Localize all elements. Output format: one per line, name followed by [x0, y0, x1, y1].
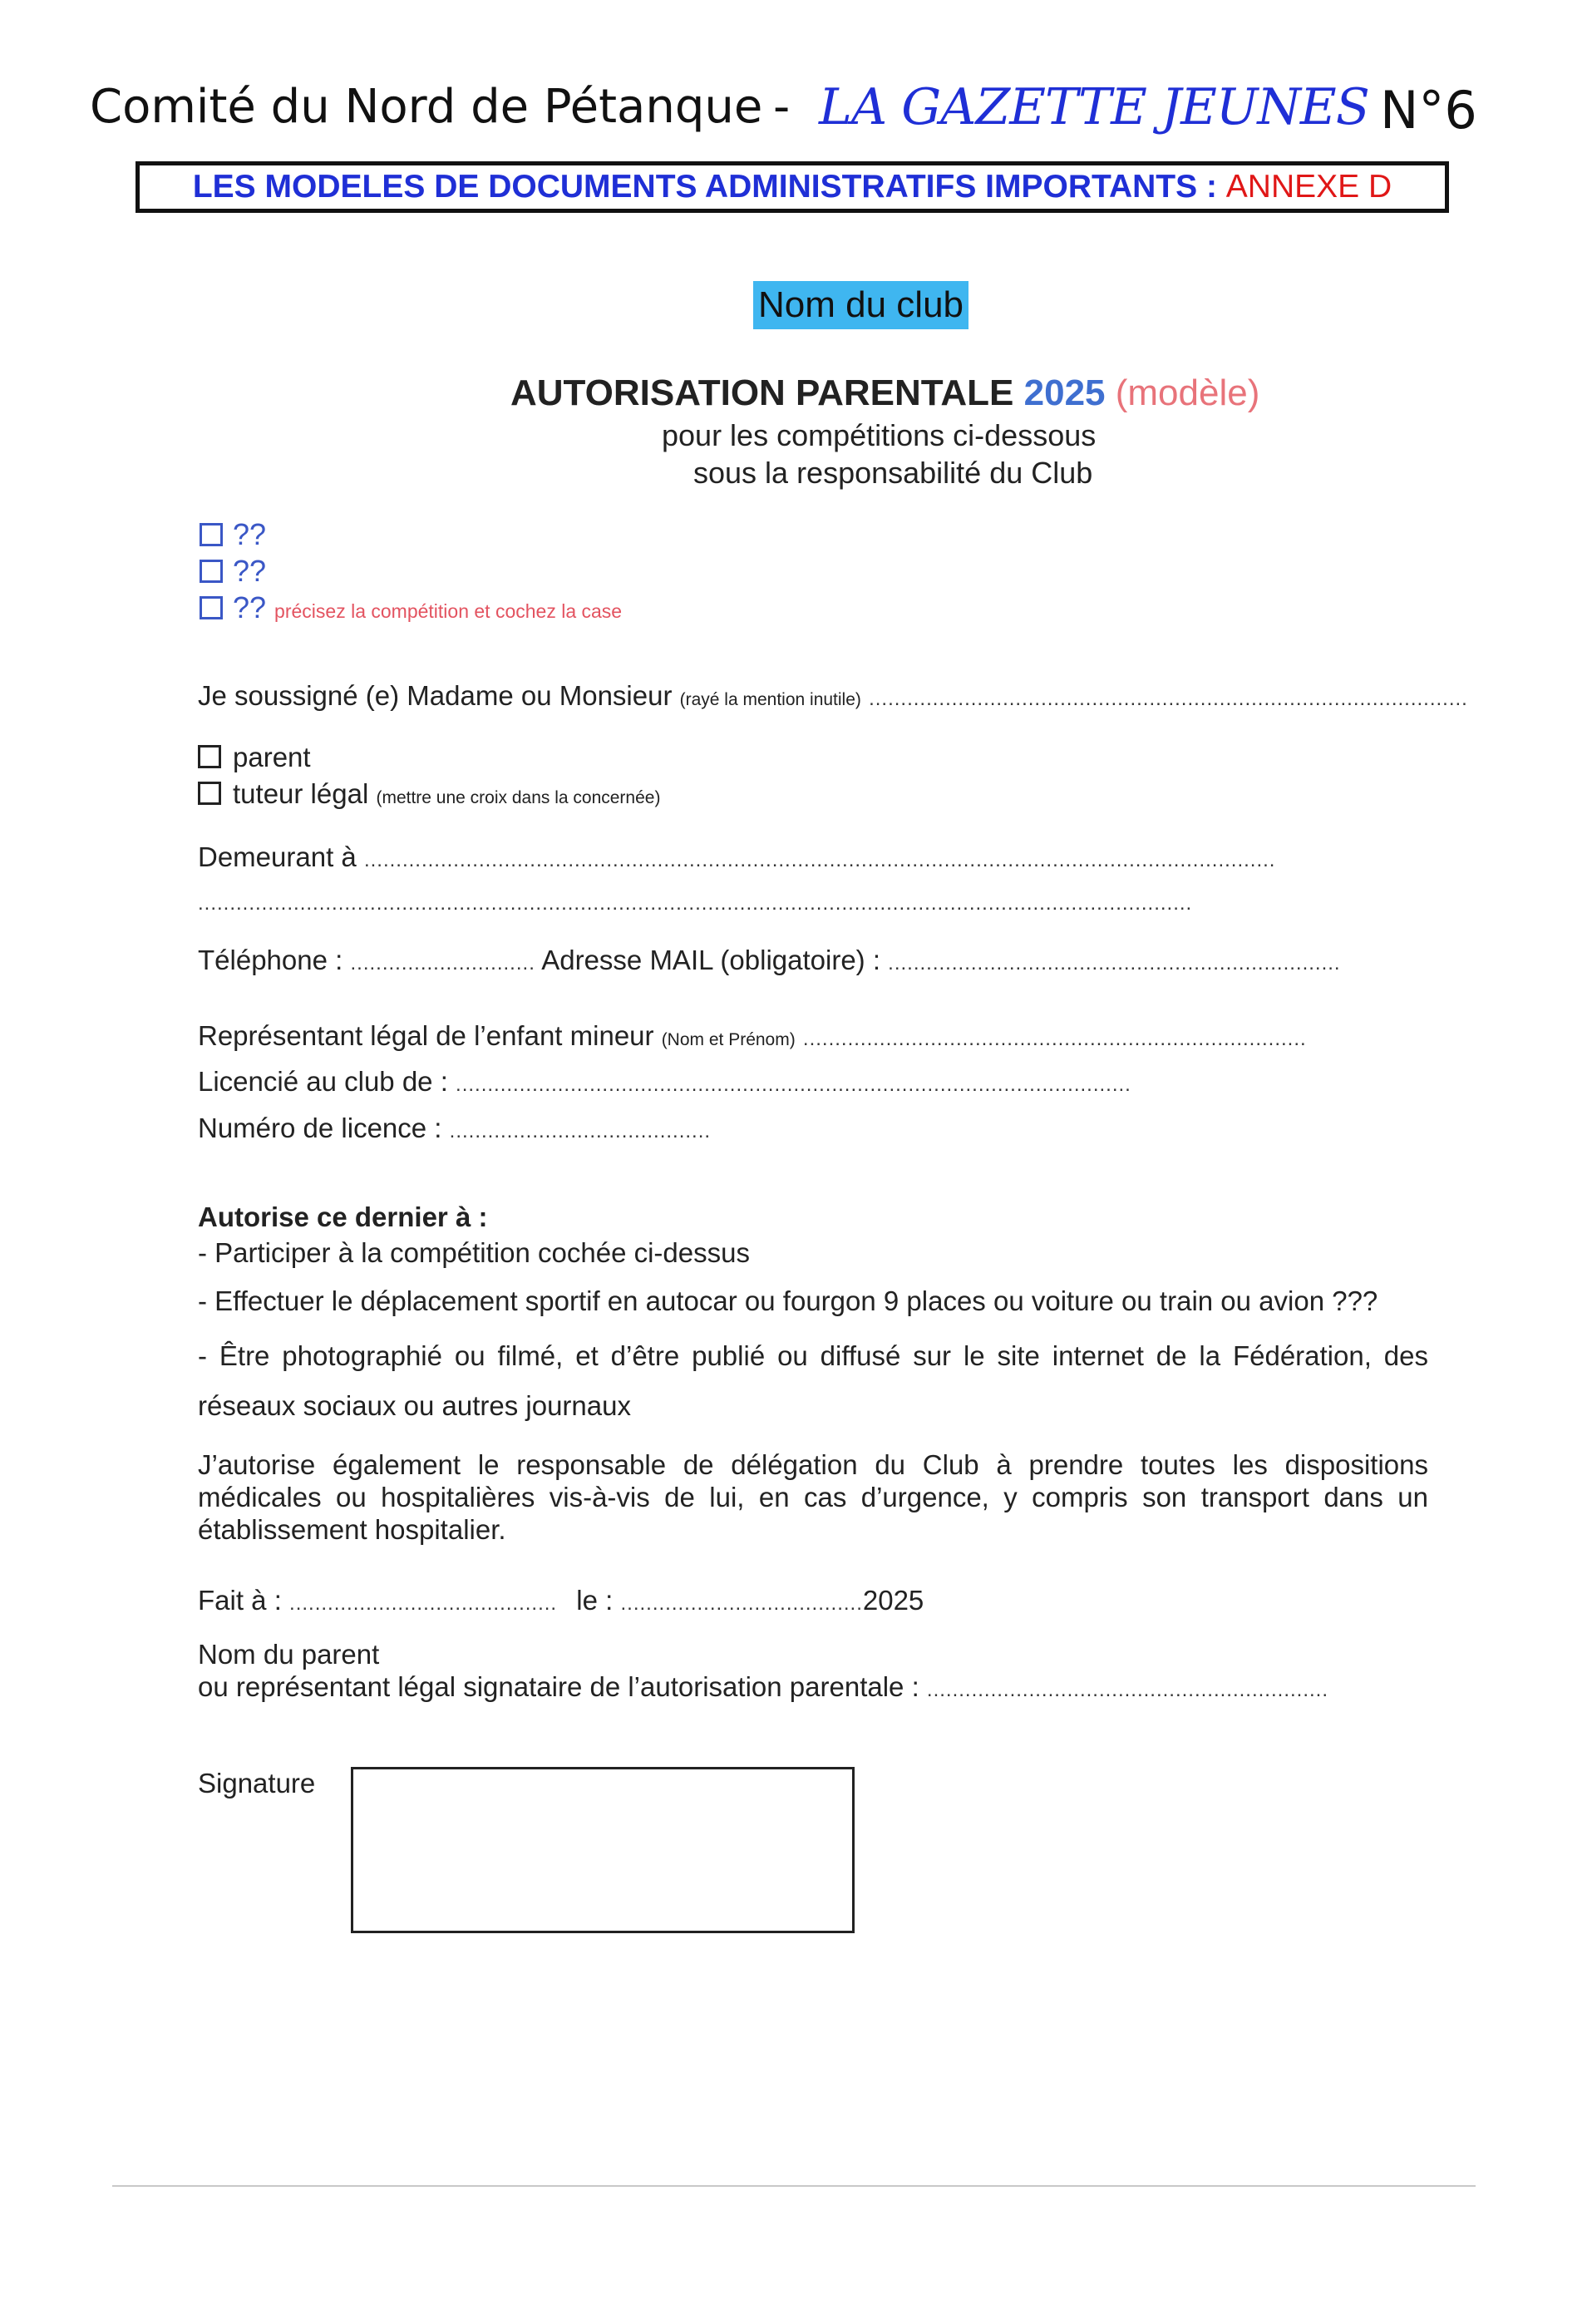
representative-note: (Nom et Prénom): [661, 1030, 796, 1049]
club-license-label: Licencié au club de :: [198, 1066, 448, 1097]
fill-line[interactable]: .........................................: [449, 1120, 712, 1142]
address-line-2[interactable]: [198, 885, 1192, 916]
fill-line[interactable]: .......................................................................: [888, 952, 1341, 975]
banner-annex-text: ANNEXE D: [1225, 169, 1392, 205]
contact-line[interactable]: [198, 945, 1341, 976]
address-label: Demeurant à: [198, 841, 357, 872]
signatory-label: ou représentant légal signataire de l’autorisation parentale :: [198, 1671, 919, 1702]
parent-name-label: Nom du parent: [198, 1639, 380, 1670]
competition-option[interactable]: [200, 590, 622, 625]
undersigned-note: (rayé la mention inutile): [679, 690, 861, 709]
header-gazette-title: LA GAZETTE JEUNES: [819, 78, 1369, 136]
competition-checkbox[interactable]: [200, 596, 223, 619]
closing-year: 2025: [862, 1585, 924, 1616]
tuteur-option[interactable]: [198, 778, 660, 810]
signatory-line[interactable]: [198, 1671, 1328, 1703]
title-main: AUTORISATION PARENTALE: [510, 373, 1024, 413]
annex-banner: [136, 161, 1449, 213]
medical-authorisation-paragraph: J’autorise également le responsable de délégation du Club à prendre toutes les dispositions médicales ou hospitalières vis-à-vis de lui, en cas d’urgence, y compris son transport dans un établissement hospitalier.: [198, 1449, 1428, 1545]
club-name-highlight: Nom du club: [753, 281, 968, 329]
representative-label: Représentant légal de l’enfant mineur: [198, 1020, 654, 1051]
competition-note: précisez la compétition et cochez la case: [274, 600, 623, 622]
competition-label: ??: [233, 517, 267, 551]
fill-line[interactable]: ...............................................................: [926, 1679, 1328, 1701]
header-committee: Comité du Nord de Pétanque: [90, 80, 763, 134]
header-dash: -: [773, 80, 791, 134]
club-license-line[interactable]: [198, 1066, 1131, 1098]
competition-label: ??: [233, 554, 267, 588]
fill-line[interactable]: .............................: [350, 952, 535, 975]
tuteur-label: tuteur légal: [233, 778, 369, 809]
title-model: (modèle): [1105, 373, 1260, 413]
footer-divider: [112, 2185, 1476, 2187]
fill-line[interactable]: ..............................................................................................: [869, 688, 1468, 710]
parent-checkbox[interactable]: [198, 745, 221, 768]
competition-option[interactable]: [200, 517, 266, 552]
subtitle-line-2: sous la responsabilité du Club: [693, 456, 1093, 490]
representative-line[interactable]: [198, 1020, 1307, 1052]
fill-line[interactable]: ..........................................: [289, 1592, 558, 1615]
authorise-title: Autorise ce dernier à :: [198, 1201, 488, 1232]
license-number-line[interactable]: [198, 1113, 711, 1144]
parent-label: parent: [233, 742, 311, 772]
fill-line[interactable]: ......................................: [620, 1592, 863, 1615]
address-line[interactable]: [198, 841, 1275, 873]
authorise-item-2: - Effectuer le déplacement sportif en autocar ou fourgon 9 places ou voiture ou train ou avion ???: [198, 1285, 1378, 1316]
fill-line[interactable]: ...............................................................................................................................................: [363, 849, 1276, 871]
competition-label: ??: [233, 590, 267, 624]
banner-main-text: LES MODELES DE DOCUMENTS ADMINISTRATIFS IMPORTANTS :: [192, 169, 1226, 205]
telephone-label: Téléphone :: [198, 945, 343, 975]
mail-label: Adresse MAIL (obligatoire) :: [541, 945, 880, 975]
authorise-item-3: - Être photographié ou filmé, et d’être publié ou diffusé sur le site internet de la Fédération, des réseaux sociaux ou autres journaux: [198, 1340, 1428, 1421]
fait-label: Fait à :: [198, 1585, 282, 1616]
license-number-label: Numéro de licence :: [198, 1113, 442, 1143]
form-title: [510, 373, 1259, 414]
signature-label: Signature: [198, 1768, 316, 1799]
competition-checkbox[interactable]: [200, 560, 223, 583]
fill-line[interactable]: ..........................................................................................................: [456, 1073, 1131, 1096]
parent-option[interactable]: [198, 742, 311, 773]
competition-option[interactable]: [200, 554, 266, 589]
date-place-line[interactable]: [198, 1585, 924, 1616]
tuteur-note: (mettre une croix dans la concernée): [376, 788, 661, 807]
undersigned-label: Je soussigné (e) Madame ou Monsieur: [198, 680, 673, 711]
undersigned-line[interactable]: [198, 680, 1468, 712]
authorise-item-1: - Participer à la compétition cochée ci-dessus: [198, 1237, 750, 1268]
header-issue-number: N°6: [1380, 80, 1477, 141]
tuteur-checkbox[interactable]: [198, 782, 221, 805]
subtitle-line-1: pour les compétitions ci-dessous: [662, 418, 1097, 452]
competition-checkbox[interactable]: [200, 523, 223, 546]
title-year: 2025: [1023, 373, 1106, 413]
fill-line[interactable]: ............................................................................................................................................................: [198, 892, 1193, 915]
signature-box[interactable]: [351, 1767, 855, 1933]
le-label: le :: [576, 1585, 614, 1616]
fill-line[interactable]: ...............................................................................: [802, 1028, 1307, 1050]
